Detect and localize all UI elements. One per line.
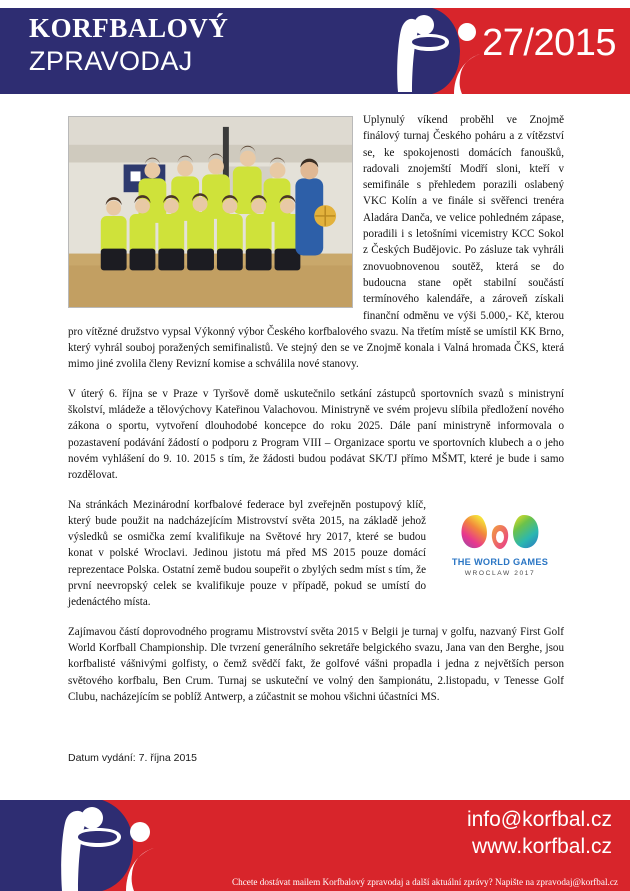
page-footer	[0, 800, 630, 891]
world-games-subtitle: WROCLAW 2017	[464, 569, 536, 577]
footer-email[interactable]: info@korfbal.cz	[466, 808, 612, 831]
newsletter-title-line2: ZPRAVODAJ	[29, 46, 193, 76]
article-paragraph-4: Zajímavou částí doprovodného programu Mistrovství světa 2015 v Belgii je turnaj v golfu, nazvaný First Golf World Korfball Championship. Dle tvrzení generálního sekretáře belgického svazu, Jana van den Berghe, jsou korfbalisté vášnivými golfisty, o čemž svědčí fakt, že golfové vášni propadla i jedna z největších person světového korfbalu, Ben Crum. Turnaj se uskuteční ve volný den šampionátu, 2.listopadu, v Tenesse Golf Clubu, nacházejícím se poblíž Antwerp, a zúčastnit se mohou všichni účastníci MS.	[68, 625, 564, 703]
world-games-title: THE WORLD GAMES	[451, 556, 549, 567]
page-header	[0, 8, 630, 94]
article-paragraph-1: Uplynulý víkend proběhl ve Znojmě finálový turnaj Českého poháru a z vítězství se, ke spokojenosti domácích fanoušků, radovali znojemští Modří sloni, kteří v semifinále s přehledem porazili oslabený VKC Kolín a ve finále si svěřenci trenéra Aladára Danča, ve velice pohledném zápase, poradili i s letošními vicemistry KCC Sokol z Českých Budějovic. Po zásluze tak vyhráli znovuobnovenou soutěž, která se do budoucna stane opět stabilní součástí termínového kalendáře, a zároveň získali finanční odměnu ve výši 5.000,- Kč, kterou pro vítězné družstvo vypsal Výkonný výbor Českého korfbalového svazu. Na třetím místě se umístil KK Brno, který vyhrál souboj poražených semifinalistů. Ve stejný den se ve Znojmě konala i Valná hromada ČKS, která mimo jiné zvolila členy Revizní komise a schválila nové stanovy.	[68, 114, 564, 371]
footer-website[interactable]: www.korfbal.cz	[471, 835, 612, 858]
newsletter-title-line1: KORFBALOVÝ	[29, 13, 229, 43]
article-body	[68, 112, 564, 718]
article-paragraph-3: Na stránkách Mezinárodní korfbalové federace byl zveřejněn postupový klíč, který bude použit na nadcházejícím Mistrovství světa 2015, na základě jehož výsledků se osmička zemí kvalifikuje na Světové hry 2017, které se budou konat v polské Wroclavi. Jedinou jistotu má před MS 2015 pouze domácí reprezentace Polska. Ostatní země budou soupeřit o zbylých sedm míst s tím, že první neevropský celek se kvalifikuje pouze v případě, pokud se umístí do jedenáctého místa.	[68, 498, 426, 609]
issue-number: 27/2015	[482, 22, 616, 64]
team-photo-block	[68, 116, 353, 308]
article-paragraph-2: V úterý 6. října se v Praze v Tyršově domě uskutečnilo setkání zástupců sportovních svazů s ministryní školství, mládeže a tělovýchovy Kateřinou Valachovou. Ministryně ve svém projevu slíbila předložení nového zákona o sportu, vytvoření dlouhodobé koncepce do roku 2025. Dále paní ministryně informovala o pozastavení podávání žádostí o podporu z Program VIII – Organizace sportu ve sportovních klubech a o jeho novém vyhlášení do 9. 10. 2015 s tím, že žádosti budou podávat SK/TJ přímo MŠMT, které je bude i samo rozdělovat.	[68, 387, 564, 482]
publication-date: Datum vydání: 7. října 2015	[68, 752, 197, 764]
footer-subscribe-note: Chcete dostávat mailem Korfbalový zpravodaj a další aktuální zprávy? Napište na zpravodaj@korfbal.cz	[231, 877, 618, 887]
korfball-player-logo-icon	[368, 8, 488, 94]
korfball-player-logo-icon	[30, 800, 165, 891]
the-world-games-wroclaw-2017-logo	[436, 499, 564, 583]
team-photo-image	[68, 116, 353, 308]
